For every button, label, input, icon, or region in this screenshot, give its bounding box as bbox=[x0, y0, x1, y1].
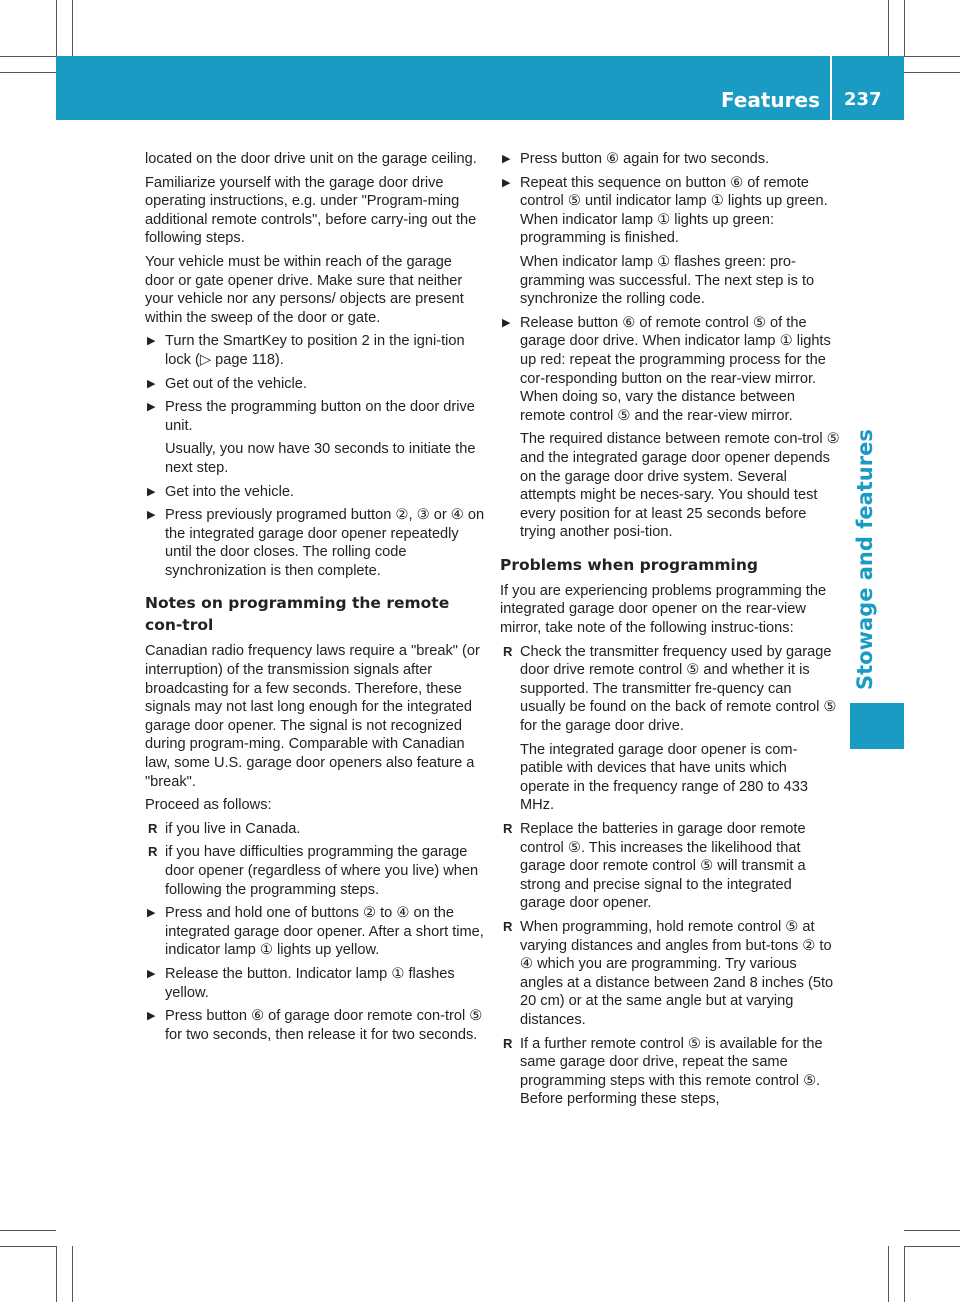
crop-mark bbox=[72, 0, 73, 56]
right-column bbox=[500, 150, 840, 1114]
left-column bbox=[145, 150, 485, 1049]
crop-mark bbox=[904, 0, 905, 56]
bullet-item: R If a further remote control ⑤ is available for the same garage door drive, repeat the same programming steps with this remote control ⑤. Before performing these steps, bbox=[500, 1035, 840, 1109]
paragraph: Proceed as follows: bbox=[145, 797, 272, 814]
instruction-step: ▶ Press and hold one of buttons ② to ④ on the integrated garage door opener. After a short time, indicator lamp ① lights up yellow. bbox=[145, 904, 485, 960]
bullet-item: R if you have difficulties programming the garage door opener (regardless of where you live) when following the programming steps. bbox=[145, 843, 485, 899]
crop-mark bbox=[904, 1246, 960, 1247]
crop-mark bbox=[72, 1246, 73, 1302]
crop-mark bbox=[56, 0, 57, 56]
instruction-step: ▶ Press the programming button on the door drive unit. bbox=[145, 398, 485, 435]
crop-mark bbox=[904, 72, 960, 73]
bullet-item: R if you live in Canada. bbox=[145, 820, 485, 839]
paragraph: located on the door drive unit on the garage ceiling. bbox=[145, 151, 477, 167]
crop-mark bbox=[904, 1230, 960, 1231]
side-tab-label: Stowage and features bbox=[853, 429, 877, 690]
crop-mark bbox=[888, 1246, 889, 1302]
instruction-step: ▶ Get out of the vehicle. bbox=[145, 375, 485, 394]
bullet-item: R When programming, hold remote control ⑤ at varying distances and angles from but-tons ② to ④ which you are programming. Try various angles at a distance between 2and 8 inches (5to 20 cm) or at the same angle but at varying distances. bbox=[500, 918, 840, 1030]
header-divider bbox=[830, 56, 832, 120]
instruction-step: ▶ Release button ⑥ of remote control ⑤ of the garage door drive. When indicator lamp ① lights up red: repeat the programming process for the cor-responding button on the rear-view mirror. When doing so, vary the distance between remote control ⑤ and the rear-view mirror. bbox=[500, 314, 840, 426]
paragraph: Canadian radio frequency laws require a "break" (or interruption) of the transmission signals after broadcasting for a few seconds. Therefore, these signals may not last long enough for the integrated garage door opener. The signal is not recognized during program-ming. Comparable with Canadian law, some U.S. garage door openers also feature a "break". bbox=[145, 643, 480, 790]
crop-mark bbox=[0, 72, 56, 73]
step-note: The integrated garage door opener is com-patible with devices that have units which operate in the frequency range of 280 to 433 MHz. bbox=[520, 741, 809, 814]
section-heading: Problems when programming bbox=[500, 555, 758, 574]
paragraph: Familiarize yourself with the garage door drive operating instructions, e.g. under "Program-ming additional remote controls", before carry-ing out the following steps. bbox=[145, 174, 477, 247]
step-note: When indicator lamp ① flashes green: pro-gramming was successful. The next step is to synchronize the rolling code. bbox=[520, 253, 815, 308]
section-title: Features bbox=[720, 88, 820, 112]
crop-mark bbox=[888, 0, 889, 56]
crop-mark bbox=[0, 56, 56, 57]
crop-mark bbox=[0, 1246, 56, 1247]
bullet-item: R Replace the batteries in garage door remote control ⑤. This increases the likelihood that garage door remote control ⑤ will transmit a strong and precise signal to the integrated garage door opener. bbox=[500, 820, 840, 913]
instruction-step: ▶ Press previously programed button ②, ③ or ④ on the integrated garage door opener repeatedly until the door closes. The rolling code synchronization is then complete. bbox=[145, 506, 485, 580]
instruction-step: ▶ Press button ⑥ of garage door remote con-trol ⑤ for two seconds, then release it for two seconds. bbox=[145, 1007, 485, 1044]
instruction-step: ▶ Turn the SmartKey to position 2 in the igni-tion lock (▷ page 118). bbox=[145, 332, 485, 369]
side-tab-block bbox=[850, 703, 904, 749]
paragraph: Your vehicle must be within reach of the garage door or gate opener drive. Make sure that neither your vehicle nor any persons/ objects are present within the sweep of the door or gate. bbox=[145, 253, 464, 326]
page-number: 237 bbox=[844, 89, 882, 110]
crop-mark bbox=[904, 1246, 905, 1302]
instruction-step: ▶ Release the button. Indicator lamp ① flashes yellow. bbox=[145, 965, 485, 1002]
bullet-item: R Check the transmitter frequency used by garage door drive remote control ⑤ and whether it is supported. The transmitter fre-quency can usually be found on the back of remote control ⑤ for the garage door drive. bbox=[500, 643, 840, 736]
crop-mark bbox=[56, 1246, 57, 1302]
crop-mark bbox=[0, 1230, 56, 1231]
section-heading: Notes on programming the remote con-trol bbox=[145, 594, 450, 635]
instruction-step: ▶ Get into the vehicle. bbox=[145, 483, 485, 502]
paragraph: If you are experiencing problems programming the integrated garage door opener on the rear-view mirror, take note of the following instruc-tions: bbox=[500, 582, 827, 637]
instruction-step: ▶ Press button ⑥ again for two seconds. bbox=[500, 150, 840, 169]
instruction-step: ▶ Repeat this sequence on button ⑥ of remote control ⑤ until indicator lamp ① lights up green. When indicator lamp ① lights up green: programming is finished. bbox=[500, 174, 840, 248]
step-note: Usually, you now have 30 seconds to initiate the next step. bbox=[165, 441, 476, 476]
step-note: The required distance between remote con-trol ⑤ and the integrated garage door opener depends on the garage door drive system. Several attempts might be neces-sary. You should test every position for at least 25 seconds before trying another posi-tion. bbox=[520, 431, 840, 541]
crop-mark bbox=[904, 56, 960, 57]
